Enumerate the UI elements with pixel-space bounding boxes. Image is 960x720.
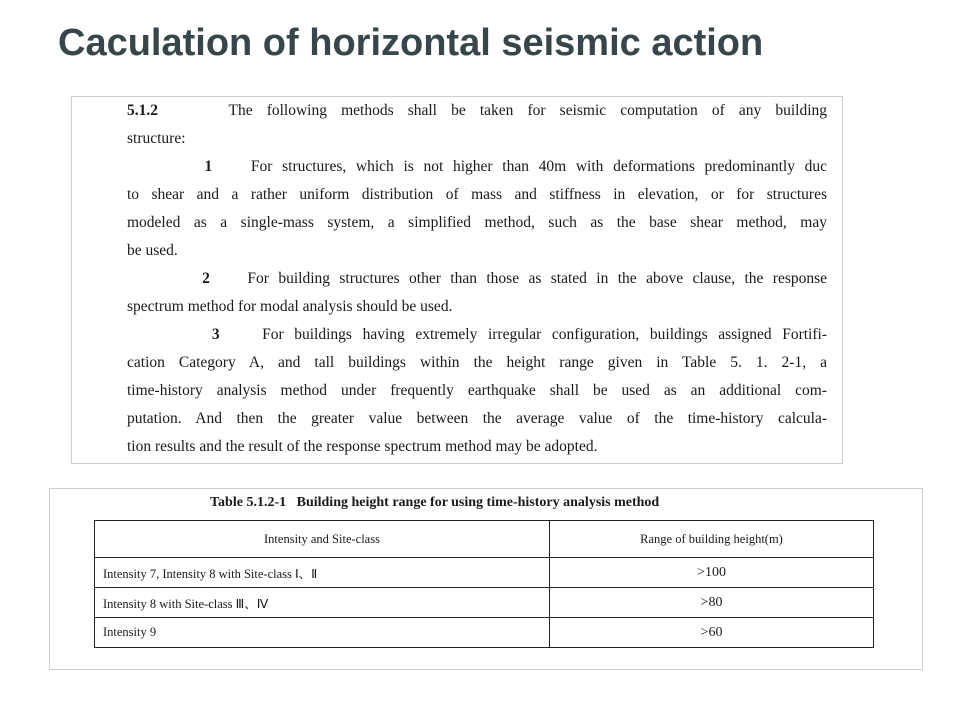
clause-line: to shear and a rather uniform distribution of mass and stiffness in elevation, or for structures	[127, 186, 827, 203]
clause-line: spectrum method for modal analysis should be used.	[127, 298, 453, 315]
clause-line	[127, 153, 827, 181]
clause-line: time-history analysis method under frequently earthquake shall be used as an additional com-	[127, 382, 827, 399]
clause-number: 5.1.2	[127, 102, 158, 119]
table-cell: Intensity 7, Intensity 8 with Site-class Ⅰ、Ⅱ	[95, 558, 550, 588]
slide-title: Caculation of horizontal seismic action	[58, 22, 764, 64]
clause-line-text: The following methods shall be taken for seismic computation of any building	[228, 102, 827, 119]
table-cell: Intensity 9	[95, 618, 550, 648]
table-row	[95, 558, 874, 588]
clause-line	[127, 97, 827, 125]
clause-line	[127, 265, 827, 293]
clause-line-text: For buildings having extremely irregular configuration, buildings assigned Fortifi-	[262, 326, 827, 343]
clause-line: putation. And then the greater value between the average value of the time-history calcula-	[127, 410, 827, 427]
item-number: 3	[211, 326, 220, 343]
table-caption	[210, 495, 659, 511]
item-number: 2	[202, 270, 210, 287]
table-cell: >100	[550, 558, 874, 588]
table-cell: >80	[550, 588, 874, 618]
clause-line-text: For structures, which is not higher than 40m with deformations predominantly duc	[250, 158, 828, 175]
clause-line: be used.	[127, 242, 178, 259]
clause-text-box	[71, 96, 843, 464]
table-row	[95, 618, 874, 648]
item-number: 1	[204, 158, 213, 175]
table-cell: Intensity 8 with Site-class Ⅲ、Ⅳ	[95, 588, 550, 618]
table-row	[95, 588, 874, 618]
table-header-cell: Range of building height(m)	[550, 521, 874, 558]
table-box	[49, 488, 923, 670]
clause-paragraph	[127, 97, 827, 461]
clause-line	[127, 321, 827, 349]
table-header-cell: Intensity and Site-class	[95, 521, 550, 558]
table-header-row	[95, 521, 874, 558]
clause-line: cation Category A, and tall buildings within the height range given in Table 5. 1. 2-1, a	[127, 354, 827, 371]
table-caption-number: Table 5.1.2-1	[210, 495, 287, 510]
clause-line: structure:	[127, 130, 186, 147]
clause-line: modeled as a single-mass system, a simplified method, such as the base shear method, may	[127, 214, 827, 231]
table-cell: >60	[550, 618, 874, 648]
table-caption-text: Building height range for using time-history analysis method	[296, 495, 660, 510]
clause-line-text: For building structures other than those as stated in the above clause, the response	[247, 270, 828, 287]
height-range-table	[94, 520, 874, 648]
clause-line: tion results and the result of the response spectrum method may be adopted.	[127, 438, 598, 455]
